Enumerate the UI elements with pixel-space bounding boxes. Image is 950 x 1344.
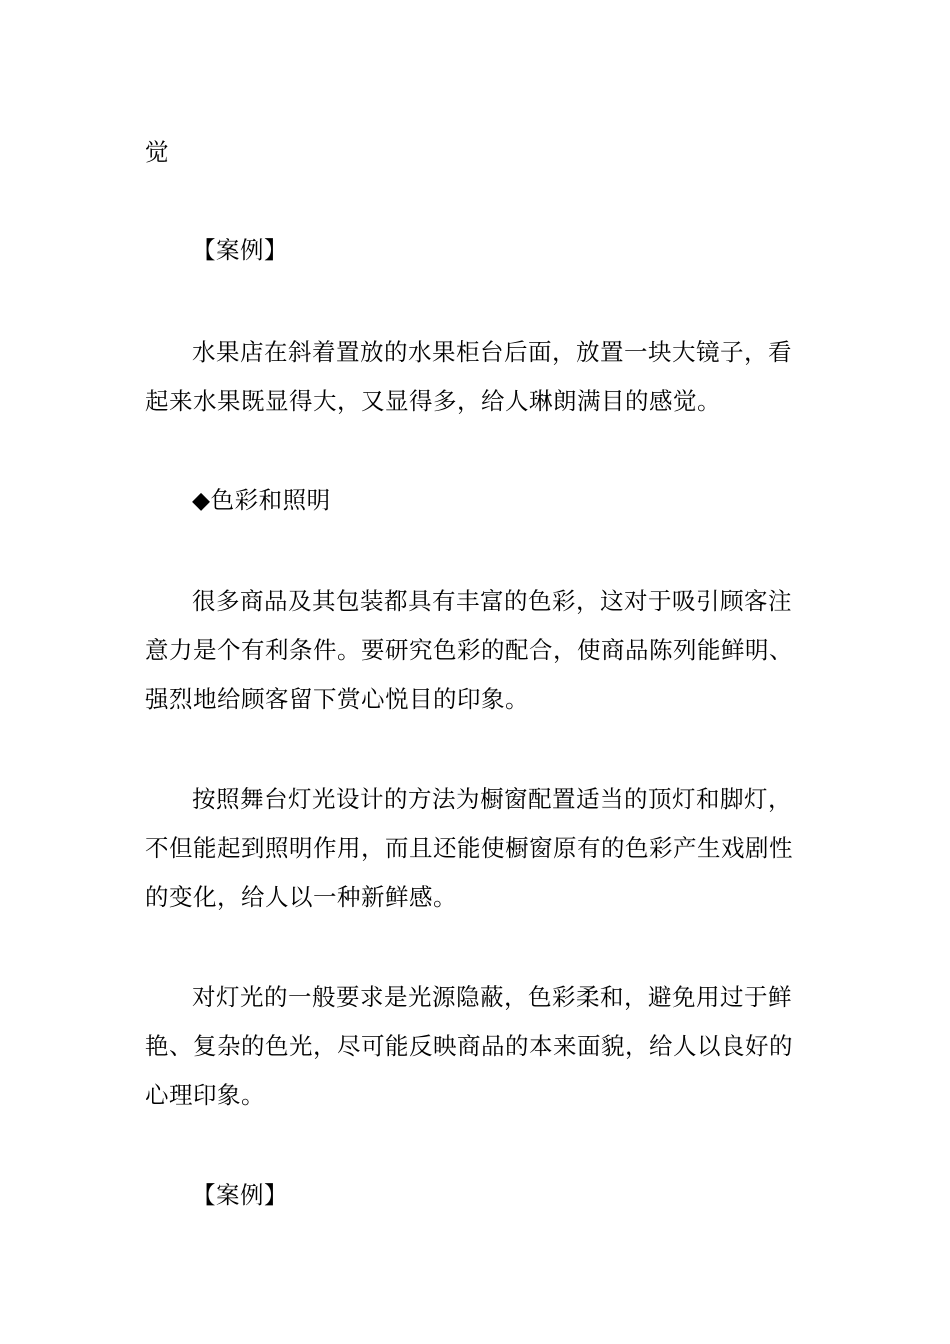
paragraph-continuation xyxy=(145,128,810,177)
text-line: 意力是个有利条件。要研究色彩的配合，使商品陈列能鲜明、 xyxy=(145,636,793,664)
text-line: 对灯光的一般要求是光源隐蔽，色彩柔和，避免用过于鲜 xyxy=(192,983,792,1011)
text-line: 艳、复杂的色光，尽可能反映商品的本来面貌，给人以良好的 xyxy=(145,1032,793,1060)
text-line: 觉 xyxy=(145,138,169,166)
text-line: 【案例】 xyxy=(192,1181,288,1209)
section-heading-color-lighting xyxy=(145,476,810,525)
paragraph-color xyxy=(145,577,810,724)
text-line: 水果店在斜着置放的水果柜台后面，放置一块大镜子，看 xyxy=(192,338,792,366)
text-line: 的变化，给人以一种新鲜感。 xyxy=(145,883,457,911)
text-line: 起来水果既显得大，又显得多，给人琳朗满目的感觉。 xyxy=(145,387,721,415)
text-line: ◆色彩和照明 xyxy=(192,486,331,514)
text-line: 强烈地给顾客留下赏心悦目的印象。 xyxy=(145,685,529,713)
paragraph-lighting-requirements xyxy=(145,973,810,1120)
paragraph-mirror-case xyxy=(145,328,810,426)
text-line: 按照舞台灯光设计的方法为橱窗配置适当的顶灯和脚灯， xyxy=(192,785,792,813)
case-heading xyxy=(145,226,810,275)
text-line: 很多商品及其包装都具有丰富的色彩，这对于吸引顾客注 xyxy=(192,587,792,615)
text-line: 不但能起到照明作用，而且还能使橱窗原有的色彩产生戏剧性 xyxy=(145,834,793,862)
text-line: 【案例】 xyxy=(192,236,288,264)
paragraph-stage-lighting xyxy=(145,775,810,922)
case-heading xyxy=(145,1171,810,1220)
text-line: 心理印象。 xyxy=(145,1081,265,1109)
